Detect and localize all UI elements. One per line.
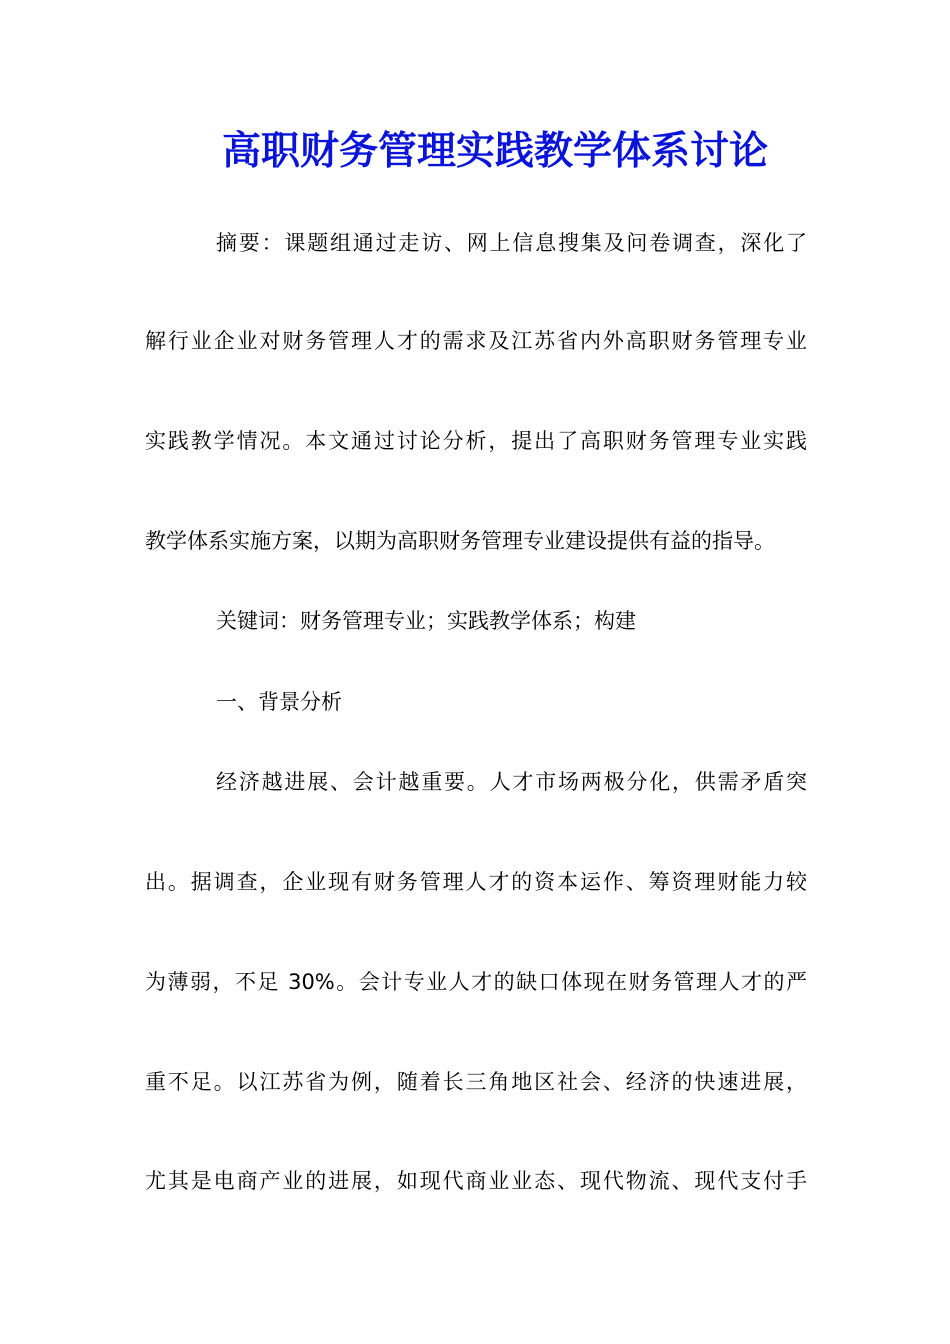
keywords-line: 关键词：财务管理专业；实践教学体系；构建 bbox=[216, 609, 636, 633]
body-line: 为薄弱，不足 30%。会计专业人才的缺口体现在财务管理人才的严 bbox=[145, 970, 807, 994]
body-line: 出。据调查，企业现有财务管理人才的资本运作、筹资理财能力较 bbox=[145, 870, 807, 894]
section-heading: 一、背景分析 bbox=[216, 690, 342, 714]
body-line: 经济越进展、会计越重要。人才市场两极分化，供需矛盾突 bbox=[216, 770, 807, 794]
abstract-line: 解行业企业对财务管理人才的需求及江苏省内外高职财务管理专业 bbox=[145, 329, 807, 353]
document-title: 高职财务管理实践教学体系讨论 bbox=[221, 128, 768, 174]
abstract-line: 实践教学情况。本文通过讨论分析，提出了高职财务管理专业实践 bbox=[145, 429, 807, 453]
body-line: 重不足。以江苏省为例，随着长三角地区社会、经济的快速进展， bbox=[145, 1070, 807, 1094]
body-line: 尤其是电商产业的进展，如现代商业业态、现代物流、现代支付手 bbox=[145, 1169, 807, 1193]
abstract-line: 教学体系实施方案，以期为高职财务管理专业建设提供有益的指导。 bbox=[145, 529, 775, 553]
abstract-line: 摘要：课题组通过走访、网上信息搜集及问卷调查，深化了 bbox=[216, 231, 807, 255]
